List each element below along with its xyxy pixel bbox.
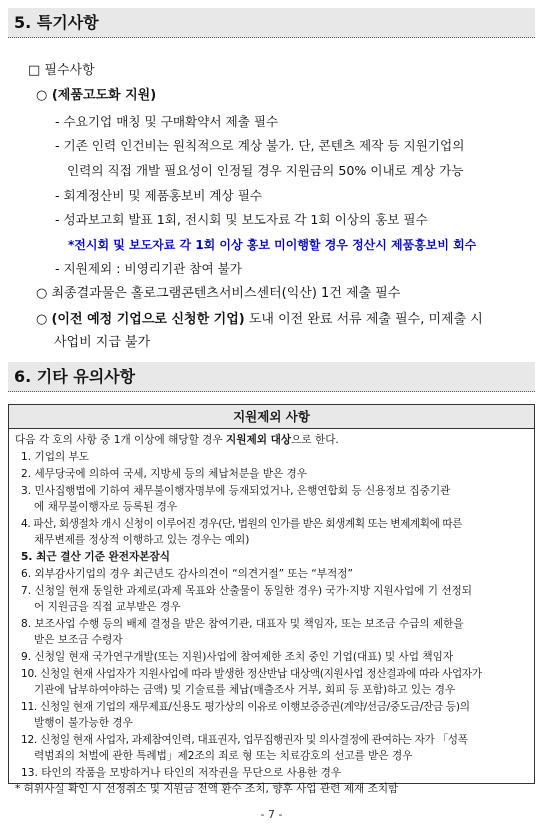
exclusion-item-7: 7. 신청일 현재 동일한 과제로(과제 목표와 산출물이 동일한 경우) 국가·지방 지원사업에 기 선정되 [21,585,473,597]
product-upgrade-heading: ○ (제품고도화 지원) [36,88,157,103]
intro-bold: 지원제외 대상 [226,434,292,446]
exclusion-item-10: 10. 신청일 현재 사업자가 지원사업에 따라 발생한 정산반납 대상액(지원사업 정산결과에 따라 사업자가 [21,668,482,680]
relocation-rest: 도내 이전 완료 서류 제출 필수, 미제출 시 [244,312,483,327]
page-number: - 7 - [260,808,283,821]
exclusion-item-3-cont: 에 채무불이행자로 등록된 경우 [34,501,178,513]
requirement-exclusion: - 지원제외 : 비영리기관 참여 불가 [55,261,242,276]
exclusion-item-11: 11. 신청일 현재 기업의 재무제표/신용도 평가상의 이유로 이행보증증권(계약/선금/중도금/잔금 등)의 [21,701,470,713]
requirement-accounting: - 회계정산비 및 제품홍보비 계상 필수 [55,188,263,203]
requirement-promotion: - 성과보고회 발표 1회, 전시회 및 보도자료 각 1회 이상의 홍보 필수 [55,212,428,227]
relocation-requirement-cont: 사업비 지급 불가 [54,335,151,350]
exclusion-box-title: 지원제외 사항 [9,405,534,429]
required-items-label: □ 필수사항 [28,63,95,78]
exclusion-box [8,404,535,795]
exclusion-item-11-cont: 발행이 불가능한 경우 [34,717,133,729]
final-deliverable: ○ 최종결과물은 홀로그램콘텐츠서비스센터(익산) 1건 제출 필수 [36,286,401,301]
intro-suffix: 으로 한다. [291,434,339,446]
exclusion-item-9: 9. 신청일 현재 국가연구개발(또는 지원)사업에 참여제한 조치 중인 기업(대표) 및 사업 책임자 [21,651,454,663]
promotion-note: *전시회 및 보도자료 각 1회 이상 홍보 미이행할 경우 정산시 제품홍보비 회수 [68,238,477,252]
requirement-demand-matching: - 수요기업 매칭 및 구매확약서 제출 필수 [55,114,279,129]
section-5-header: 5. 특기사항 [8,8,535,38]
exclusion-item-7-cont: 어 지원금을 직접 교부받은 경우 [34,601,181,613]
exclusion-item-13: 13. 타인의 작품을 모방하거나 타인의 저작권을 무단으로 사용한 경우 [21,767,342,779]
exclusion-item-12: 12. 신청일 현재 사업자, 과제참여인력, 대표권자, 업무집행권자 및 의사결정에 관여하는 자가 「성폭 [21,734,468,746]
exclusion-item-1: 1. 기업의 부도 [21,451,90,463]
relocation-requirement [36,311,483,329]
exclusion-item-10-cont: 기관에 납부하여야하는 금액) 및 기술료를 체납(매출조사 거부, 회피 등 포함)하고 있는 경우 [34,684,456,696]
requirement-labor-cost-cont: 인력의 직접 개발 필요성이 인정될 경우 지원금의 50% 이내로 계상 가능 [67,163,464,178]
exclusion-item-5: 5. 최근 결산 기준 완전자본잠식 [21,551,170,563]
exclusion-item-2: 2. 세무당국에 의하여 국세, 지방세 등의 체납처분을 받은 경우 [21,468,308,480]
requirement-labor-cost: - 기존 인력 인건비는 원칙적으로 계상 불가. 단, 콘텐츠 제작 등 지원기업의 [55,138,465,153]
intro-prefix: 다음 각 호의 사항 중 1개 이상에 해당할 경우 [15,434,227,446]
exclusion-item-8: 8. 보조사업 수행 등의 배제 결정을 받은 참여기관, 대표자 및 책임자, 또는 보조금 수급의 제한을 [21,618,464,630]
exclusion-item-8-cont: 받은 보조금 수령자 [34,634,123,646]
exclusion-intro [15,433,339,447]
exclusion-item-4-cont: 채무변제를 정상적 이행하고 있는 경우는 예외) [34,534,250,546]
exclusion-item-12-cont: 력범죄의 처벌에 관한 특례법」제2조의 죄로 형 또는 치료감호의 선고를 받은 경우 [34,750,413,762]
exclusion-item-3: 3. 민사집행법에 기하여 채무불이행자명부에 등재되었거나, 은행연합회 등 신용정보 집중기관 [21,485,451,497]
relocation-bullet: ○ [36,312,52,327]
exclusion-footnote: * 허위사실 확인 시 선정취소 및 지원금 전액 환수 조치, 향후 사업 관련 제재 조치함 [15,783,399,795]
exclusion-item-6: 6. 외부감사기업의 경우 최근년도 감사의견이 “의견거절” 또는 “부적정” [21,568,353,580]
exclusion-item-4: 4. 파산, 회생절차 개시 신청이 이루어진 경우(단, 법원의 인가를 받은 회생계획 또는 변제계획에 따른 [21,518,463,530]
relocation-bold: (이전 예정 기업으로 신청한 기업) [51,312,245,327]
section-6-header: 6. 기타 유의사항 [8,362,535,392]
